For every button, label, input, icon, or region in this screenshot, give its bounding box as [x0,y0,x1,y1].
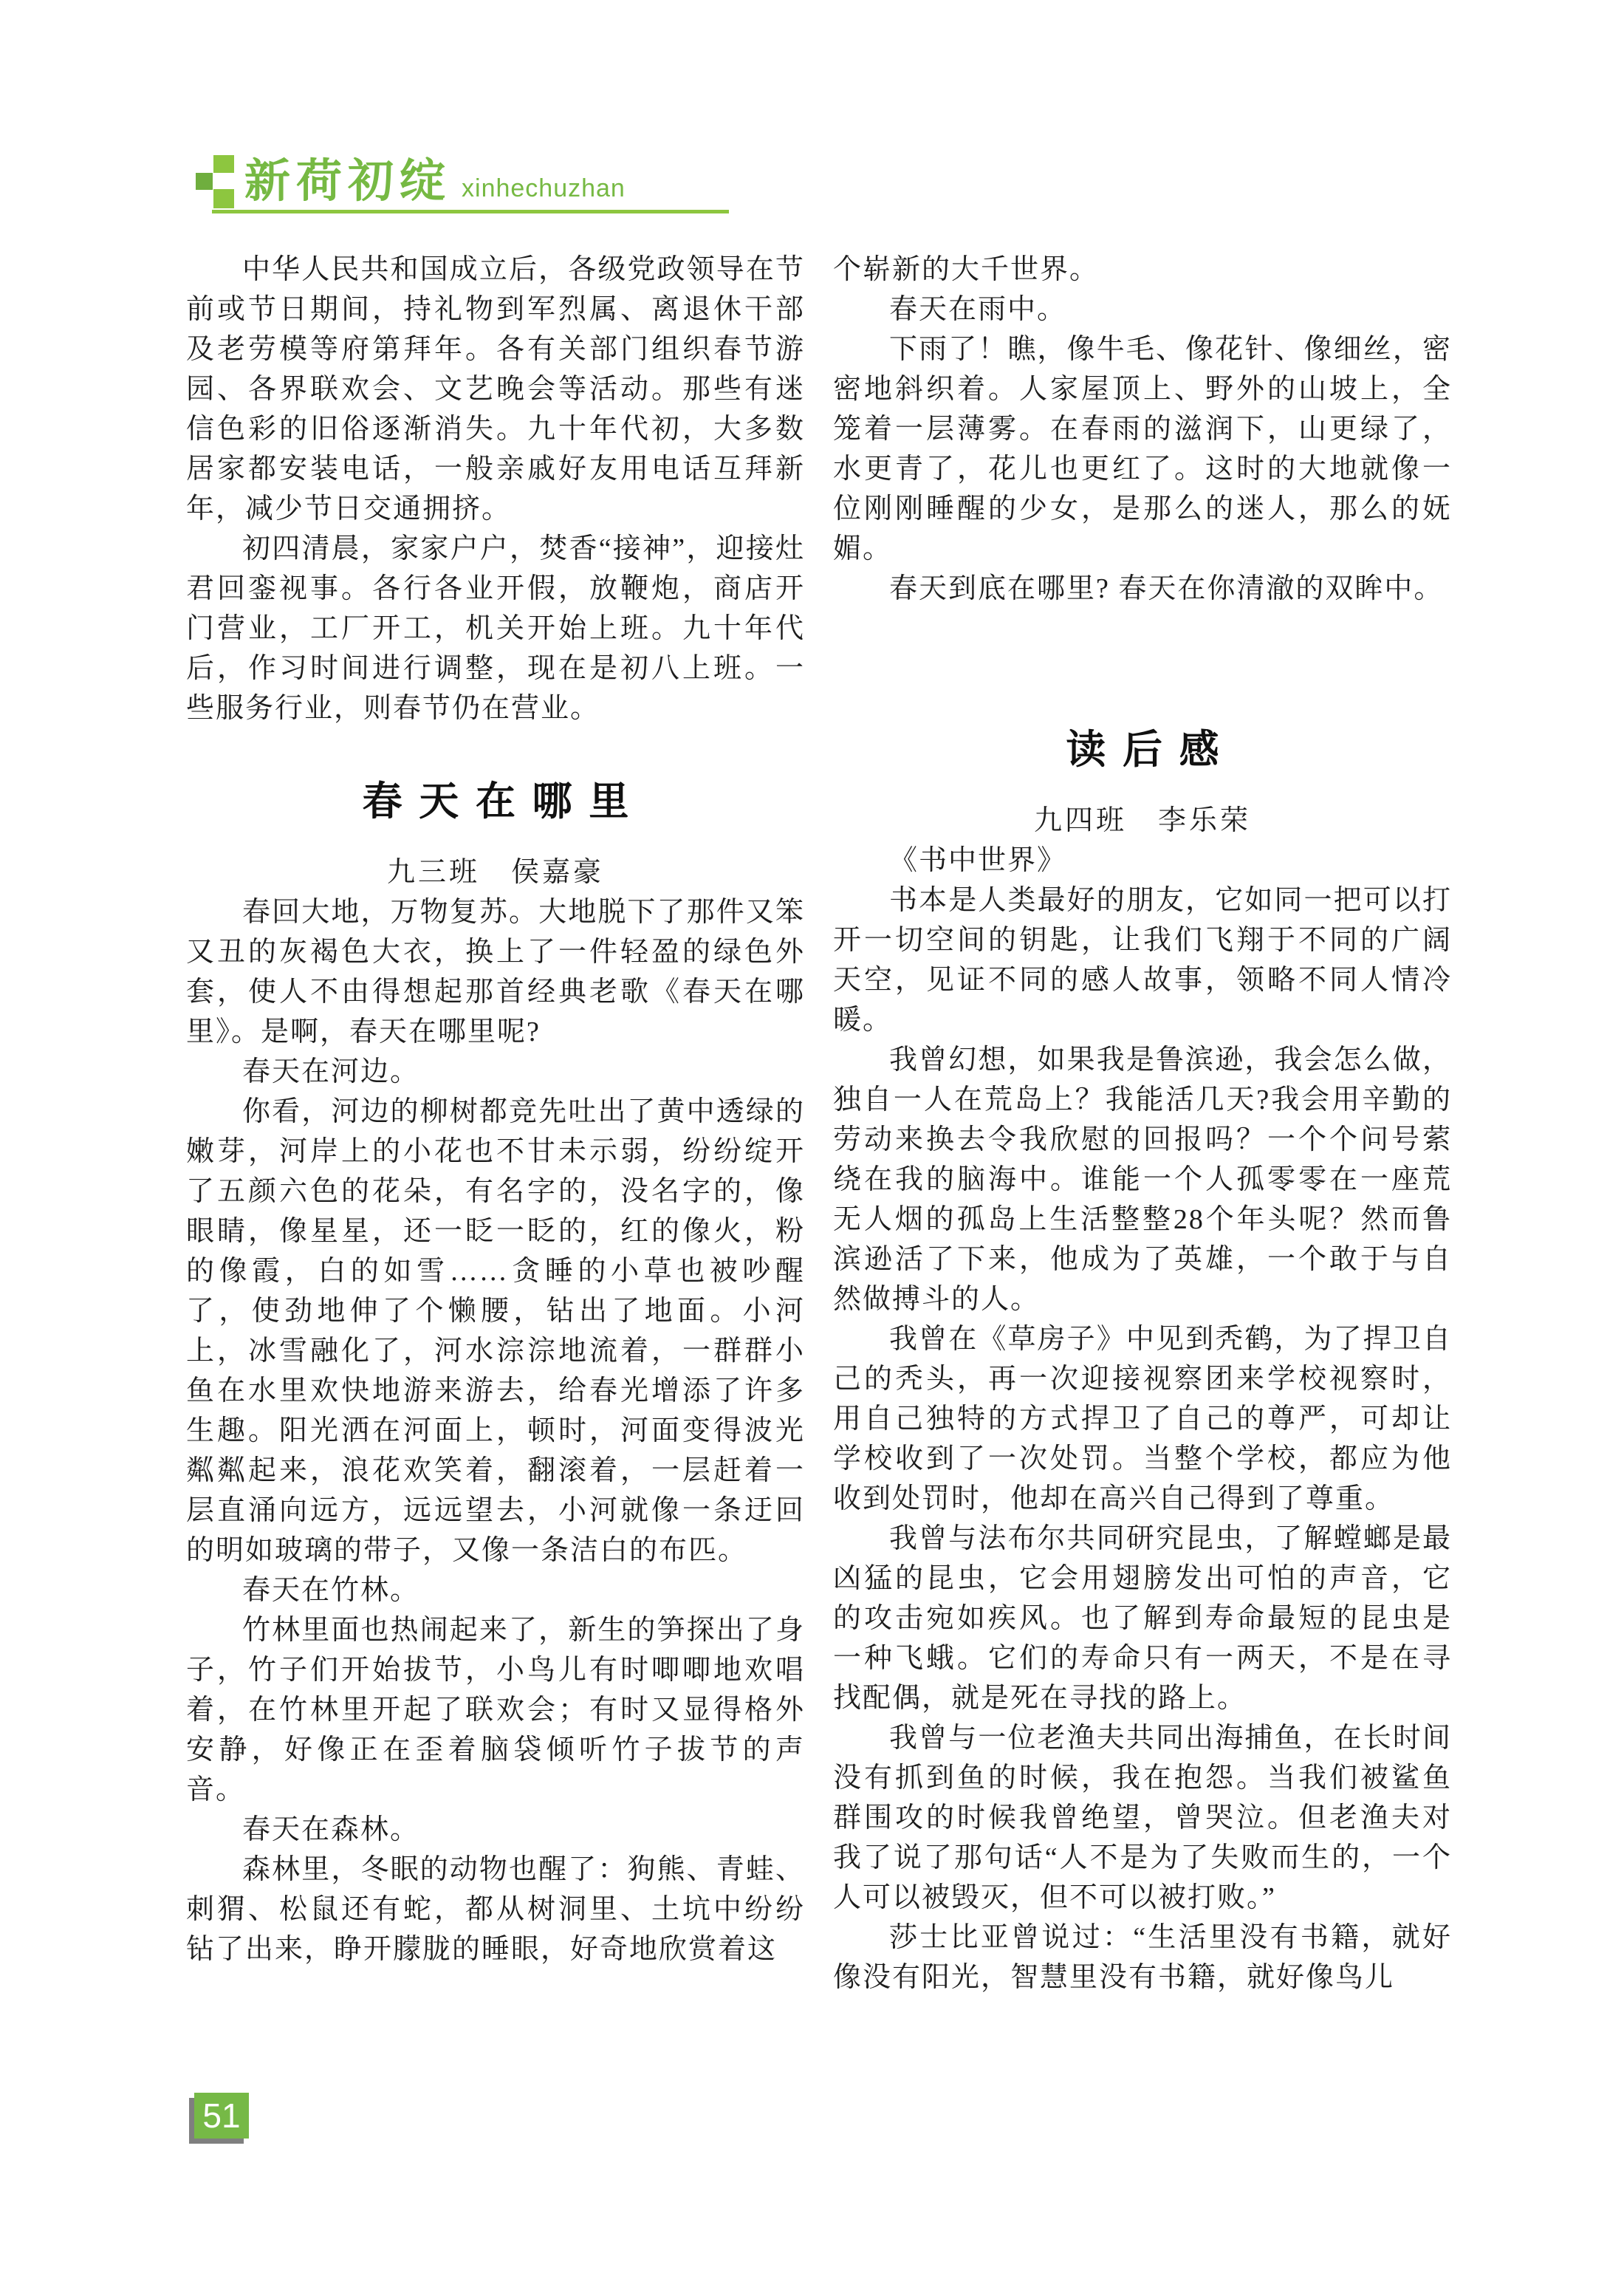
paragraph: 中华人民共和国成立后，各级党政领导在节前或节日期间，持礼物到军烈属、离退休干部及老劳模等府第拜年。各有关部门组织春节游园、各界联欢会、文艺晚会等活动。那些有迷信色彩的旧俗逐渐消失。九十年代初，大多数居家都安装电话，一般亲戚好友用电话互拜新年，减少节日交通拥挤。 [186,254,805,524]
logo-subtitle: xinhechuzhan [462,174,626,202]
paragraph: 我曾幻想，如果我是鲁滨逊，我会怎么做，独自一人在荒岛上？我能活几天?我会用辛勤的劳动来换去令我欣慰的回报吗？一个个问号萦绕在我的脑海中。谁能一个人孤零零在一座荒无人烟的孤岛上生活整整28个年头呢？然而鲁滨逊活了下来，他成为了英雄，一个敢于与自然做搏斗的人。 [833,1045,1452,1315]
paragraph: 个崭新的大千世界。 [833,254,1100,285]
paragraph: 你看，河边的柳树都竞先吐出了黄中透绿的嫩芽，河岸上的小花也不甘未示弱，纷纷绽开了五颜六色的花朵，有名字的，没名字的，像眼睛，像星星，还一眨一眨的，红的像火，粉的像霞，白的如雪……贪睡的小草也被吵醒了，使劲地伸了个懒腰，钻出了地面。小河上，冰雪融化了，河水淙淙地流着，一群群小鱼在水里欢快地游来游去，给春光增添了许多生趣。阳光洒在河面上，顿时，河面变得波光粼粼起来，浪花欢笑着，翻滚着，一层赶着一层直涌向远方，远远望去，小河就像一条迂回的明如玻璃的带子，又像一条洁白的布匹。 [186,1096,805,1566]
paragraph: 我曾与一位老渔夫共同出海捕鱼，在长时间没有抓到鱼的时候，我在抱怨。当我们被鲨鱼群围攻的时候我曾绝望，曾哭泣。但老渔夫对我了说了那句话“人不是为了失败而生的，一个人可以被毁灭，但不可以被打败。” [833,1723,1452,1913]
logo-square-bottom [213,189,234,208]
logo-title: 新荷初绽 [244,156,452,207]
paragraph: 书本是人类最好的朋友，它如同一把可以打开一切空间的钥匙，让我们飞翔于不同的广阔天空，见证不同的感人故事，领略不同人情冷暖。 [833,885,1452,1036]
page-number-badge: 51 [194,2093,249,2139]
right-column [833,250,1452,1997]
paragraph: 春天到底在哪里? 春天在你清澈的双眸中。 [889,573,1444,604]
paragraph: 春天在竹林。 [242,1575,420,1606]
header-rule [212,210,729,213]
paragraph: 我曾在《草房子》中见到秃鹤，为了捍卫自己的秃头，再一次迎接视察团来学校视察时，用自己独特的方式捍卫了自己的尊严，可却让学校收到了一次处罚。当整个学校，都应为他收到处罚时，他却在高兴自己得到了尊重。 [833,1324,1452,1514]
article-byline: 九四班 李乐荣 [1033,805,1251,836]
logo-square-top [213,155,234,173]
paragraph: 春天在森林。 [242,1814,420,1845]
paragraph: 《书中世界》 [889,845,1067,876]
paragraph: 下雨了！瞧，像牛毛、像花针、像细丝，密密地斜织着。人家屋顶上、野外的山坡上，全笼着一层薄雾。在春雨的滋润下，山更绿了，水更青了，花儿也更红了。这时的大地就像一位刚刚睡醒的少女，是那么的迷人，那么的妩媚。 [833,334,1452,564]
paragraph: 竹林里面也热闹起来了，新生的笋探出了身子，竹子们开始拔节，小鸟儿有时唧唧地欢唱着，在竹林里开起了联欢会；有时又显得格外安静，好像正在歪着脑袋倾听竹子拔节的声音。 [186,1615,805,1805]
article-title-review: 读后感 [1066,728,1236,772]
article-byline: 九三班 侯嘉豪 [386,857,604,888]
paragraph: 春天在雨中。 [889,294,1067,325]
logo-square-left [196,173,213,190]
logo-text [244,154,626,210]
paragraph: 春回大地，万物复苏。大地脱下了那件又笨又丑的灰褐色大衣，换上了一件轻盈的绿色外套，使人不由得想起那首经典老歌《春天在哪里》。是啊，春天在哪里呢? [186,897,805,1047]
paragraph: 我曾与法布尔共同研究昆虫，了解螳螂是最凶猛的昆虫，它会用翅膀发出可怕的声音，它的攻击宛如疾风。也了解到寿命最短的昆虫是一种飞蛾。它们的寿命只有一两天，不是在寻找配偶，就是死在寻找的路上。 [833,1523,1452,1714]
left-column [186,250,805,1969]
paragraph: 莎士比亚曾说过：“生活里没有书籍，就好像没有阳光，智慧里没有书籍，就好像鸟儿 [833,1922,1452,1993]
paragraph: 森林里，冬眠的动物也醒了：狗熊、青蛙、刺猬、松鼠还有蛇，都从树洞里、土坑中纷纷钻了出来，睁开朦胧的睡眼，好奇地欣赏着这 [186,1854,805,1965]
paragraph: 春天在河边。 [242,1056,420,1087]
logo-squares-icon [196,155,237,211]
article-title-spring: 春天在哪里 [362,779,646,824]
paragraph: 初四清晨，家家户户，焚香“接神”，迎接灶君回銮视事。各行各业开假，放鞭炮，商店开门营业，工厂开工，机关开始上班。九十年代后，作习时间进行调整，现在是初八上班。一些服务行业，则春节仍在营业。 [186,533,805,724]
page-header [196,154,1451,220]
